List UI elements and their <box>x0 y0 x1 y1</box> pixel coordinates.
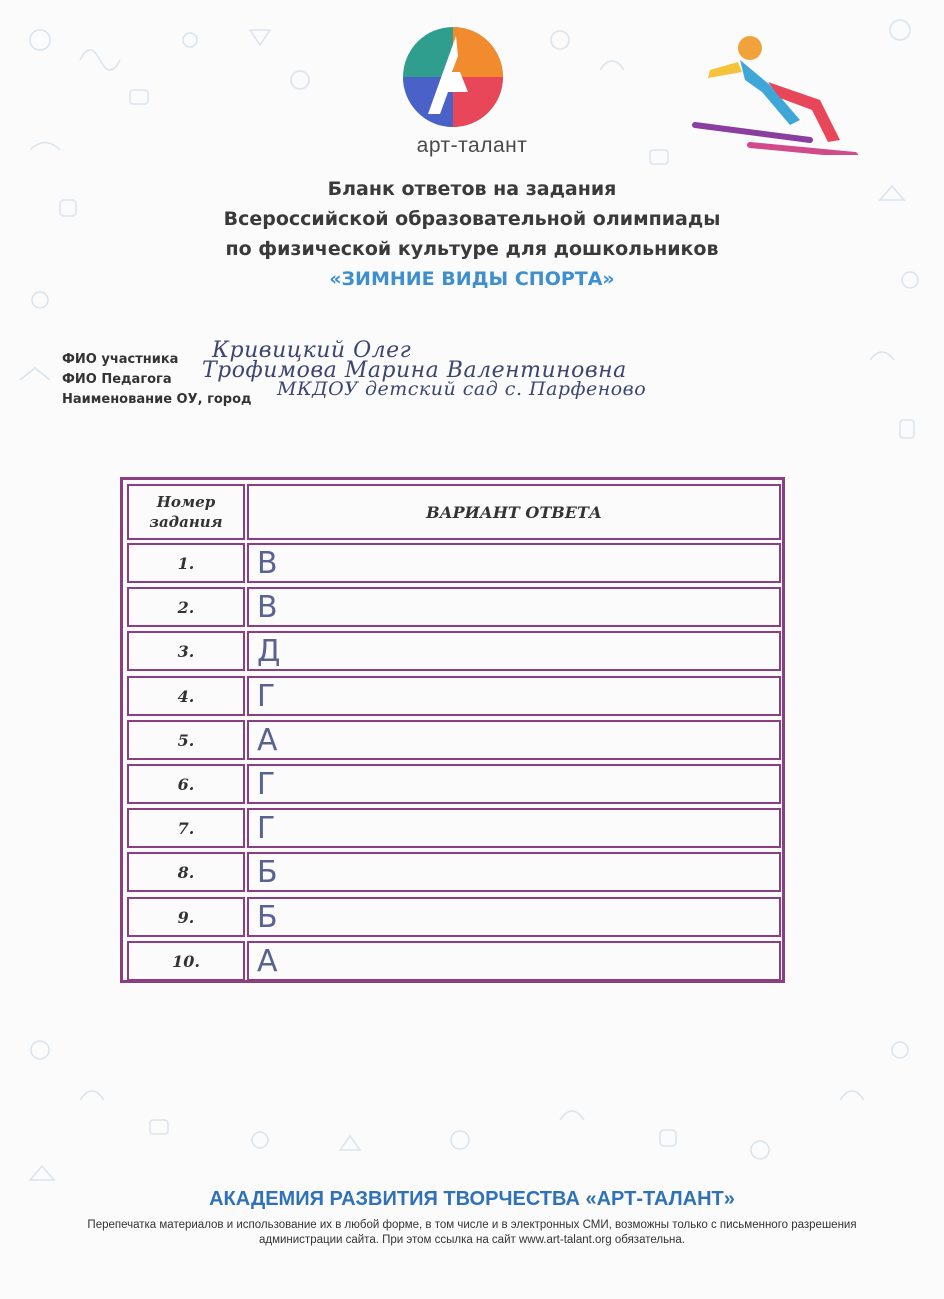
title-line-4: «ЗИМНИЕ ВИДЫ СПОРТА» <box>329 268 615 290</box>
ski-jumper-illustration <box>690 30 865 155</box>
participant-fields <box>62 338 862 412</box>
title-line-1: Бланк ответов на задания <box>327 178 617 200</box>
answer-cell: Б <box>247 852 781 892</box>
title-line-3: по физической культуре для дошкольников <box>225 238 719 260</box>
header-answer: ВАРИАНТ ОТВЕТА <box>247 484 781 540</box>
answer-cell: В <box>247 587 781 627</box>
answer-cell: А <box>247 720 781 760</box>
task-number-cell: 6. <box>127 764 245 804</box>
participant-label: ФИО участника <box>62 352 179 367</box>
answer-table <box>120 477 785 983</box>
task-number-cell: 1. <box>127 543 245 583</box>
answer-cell: В <box>247 543 781 583</box>
task-number-cell: 8. <box>127 852 245 892</box>
task-number-cell: 7. <box>127 808 245 848</box>
task-number-cell: 4. <box>127 676 245 716</box>
teacher-value: Трофимова Марина Валентиновна <box>202 358 627 383</box>
teacher-label: ФИО Педагога <box>62 372 172 387</box>
brand-name: арт-талант <box>416 134 528 157</box>
answer-cell: Г <box>247 764 781 804</box>
form-title <box>0 174 944 294</box>
answer-cell: Г <box>247 676 781 716</box>
task-number-cell: 10. <box>127 941 245 981</box>
answer-cell: Г <box>247 808 781 848</box>
answer-cell: А <box>247 941 781 981</box>
footer-title: АКАДЕМИЯ РАЗВИТИЯ ТВОРЧЕСТВА «АРТ-ТАЛАНТ» <box>209 1188 735 1210</box>
school-label: Наименование ОУ, город <box>62 392 252 407</box>
footer-copyright-note: Перепечатка материалов и использование их в любой форме, в том числе и в электронных СМИ, возможны только с письменного разрешения администрации сайта. При этом ссылка на сайт www.art-talant.org обязательна. <box>87 1219 857 1246</box>
header-task-number: Номер задания <box>127 484 245 540</box>
task-number-cell: 5. <box>127 720 245 760</box>
task-number-cell: 9. <box>127 897 245 937</box>
answer-cell: Д <box>247 631 781 671</box>
art-talant-logo <box>398 22 508 132</box>
title-line-2: Всероссийской образовательной олимпиады <box>223 208 721 230</box>
school-value: МКДОУ детский сад с. Парфеново <box>277 378 647 400</box>
participant-value: Кривицкий Олег <box>212 338 412 363</box>
answer-cell: Б <box>247 897 781 937</box>
task-number-cell: 2. <box>127 587 245 627</box>
task-number-cell: 3. <box>127 631 245 671</box>
